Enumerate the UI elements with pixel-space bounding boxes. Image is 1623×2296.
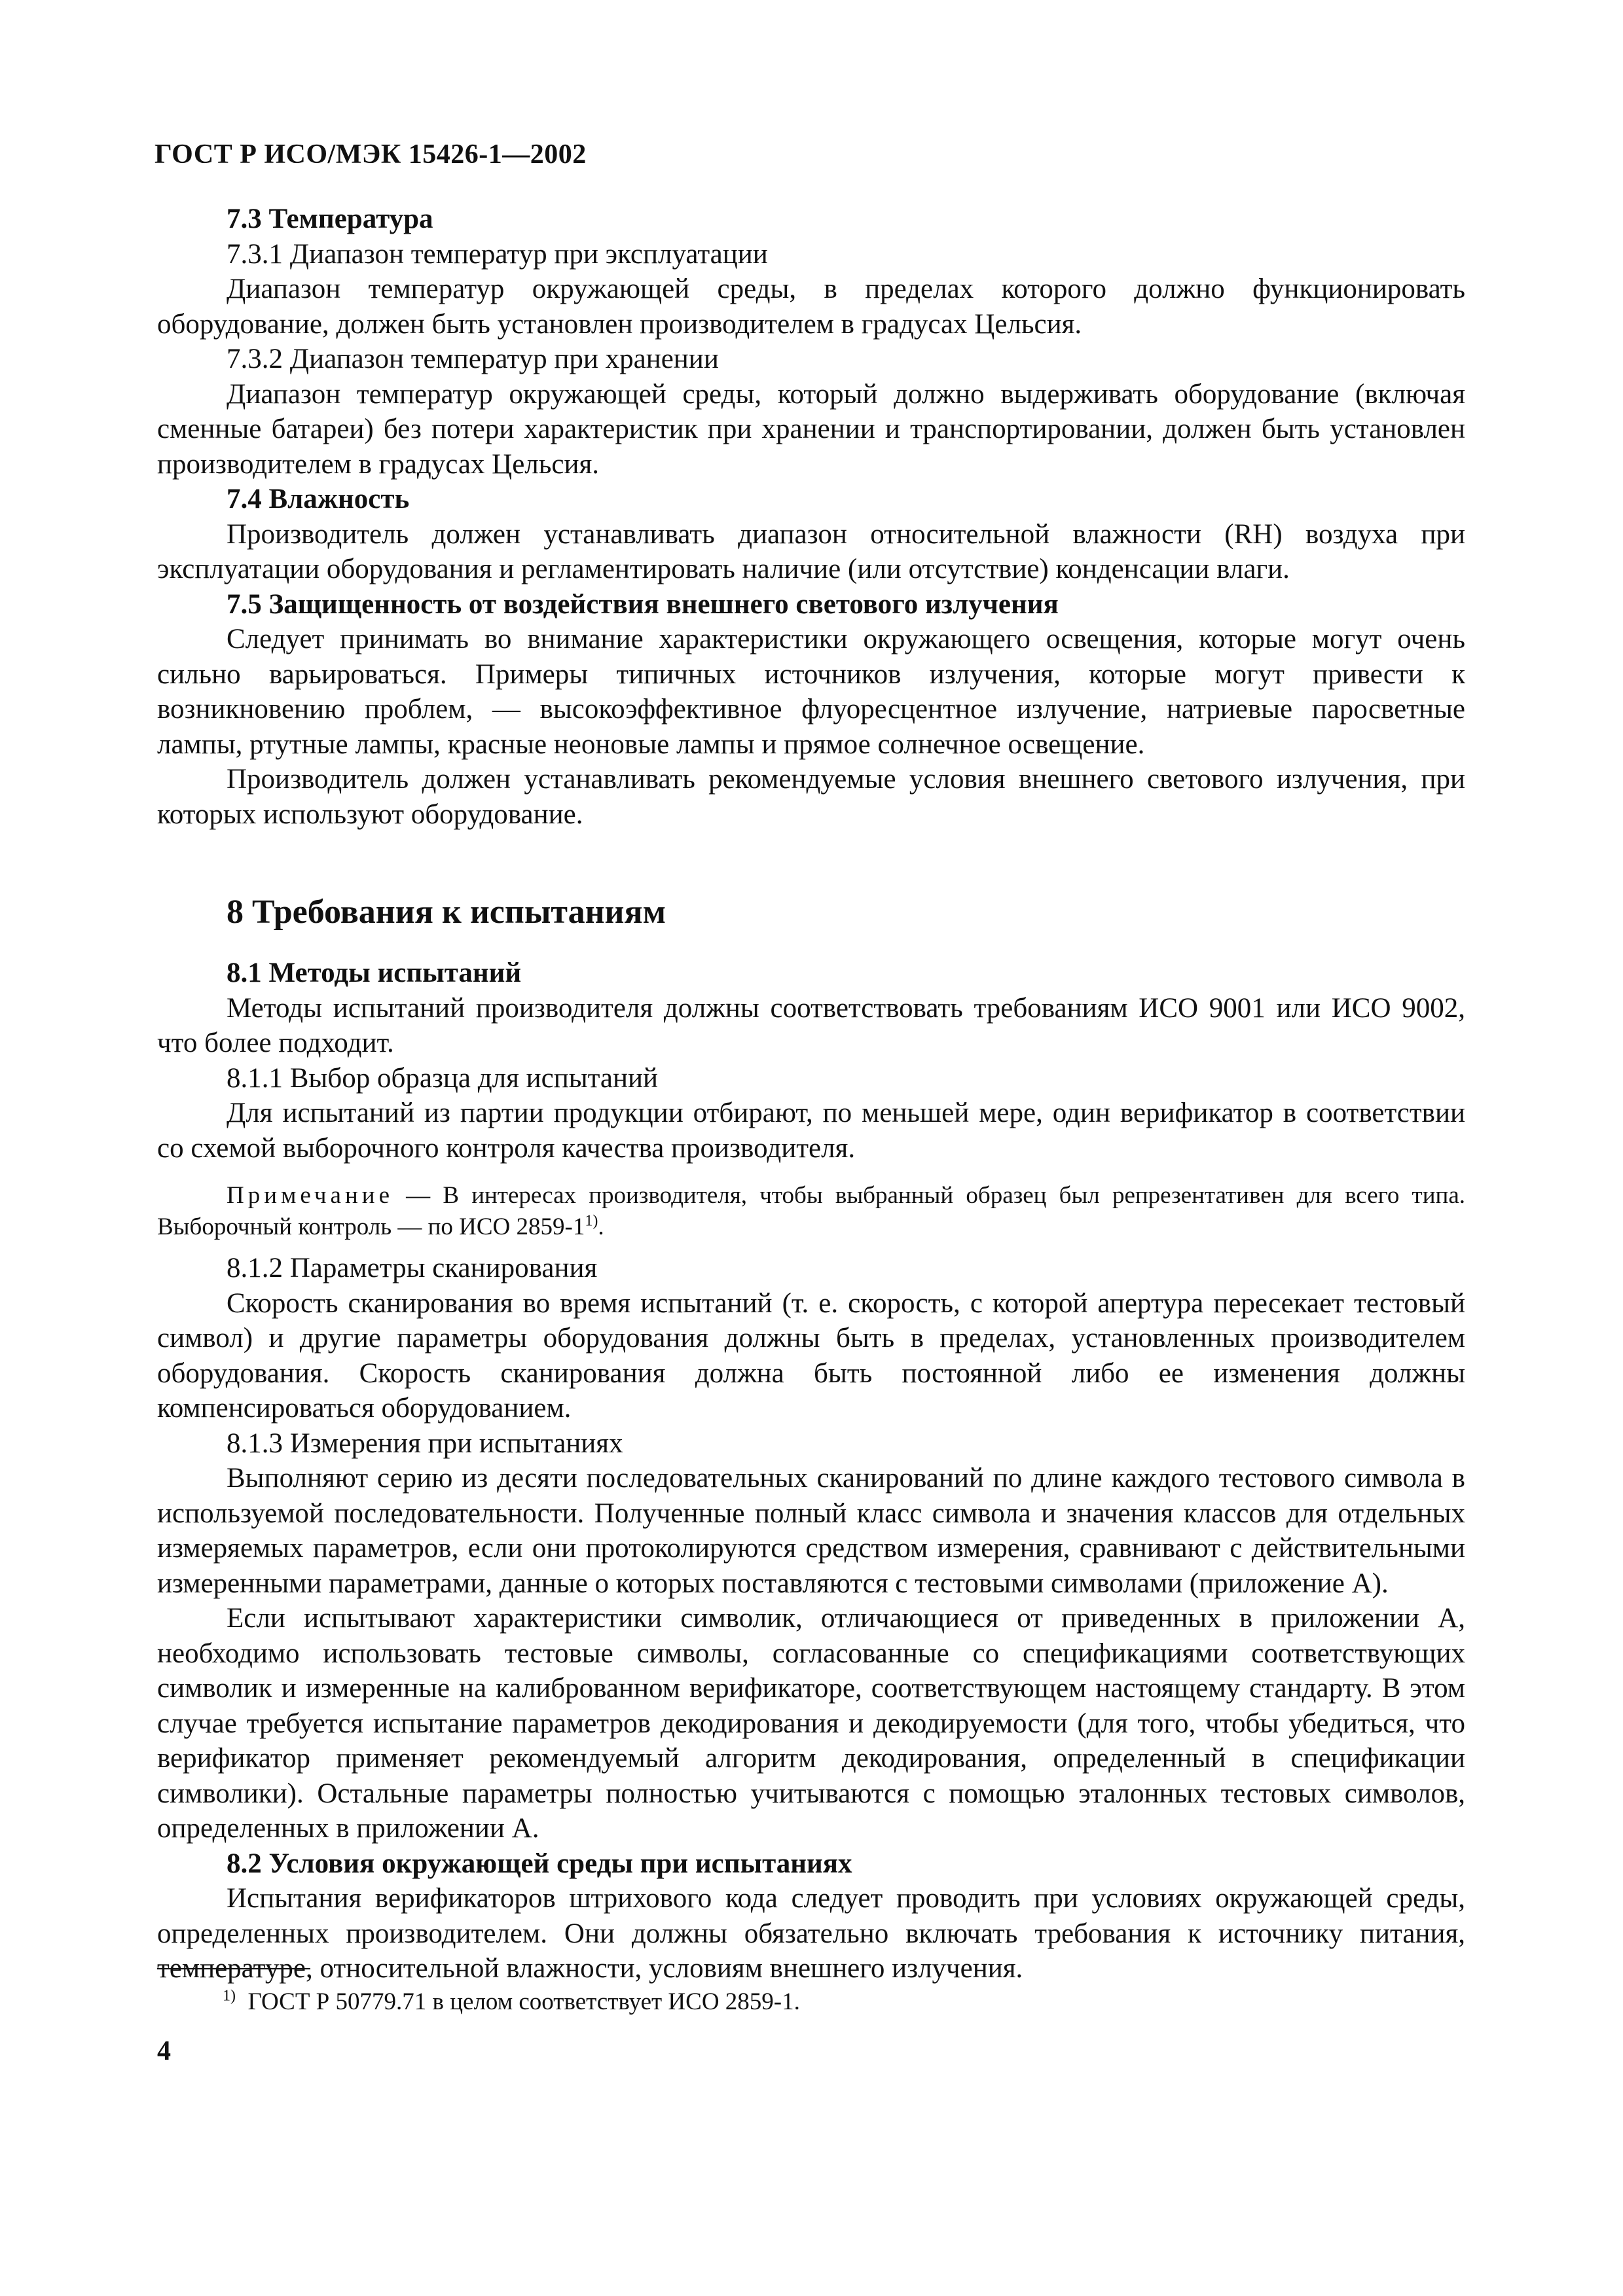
clause-8-1-1-title: 8.1.1 Выбор образца для испытаний bbox=[227, 1062, 659, 1094]
note-8-1-1 bbox=[157, 1180, 1465, 1243]
note-footnote-mark[interactable]: 1) bbox=[585, 1212, 598, 1230]
page-body bbox=[157, 202, 1465, 1986]
footnote-text: ГОСТ Р 50779.71 в целом соответствует ИСО 2859-1. bbox=[247, 1988, 800, 2015]
footnote-separator bbox=[157, 1968, 310, 1969]
paragraph-8-1: Методы испытаний производителя должны соответствовать требованиям ИСО 9001 или ИСО 9002, что более подходит. bbox=[157, 992, 1465, 1058]
page-number: 4 bbox=[157, 2036, 171, 2066]
note-label: Примечание bbox=[227, 1182, 393, 1209]
clause-7-3-2-text: Диапазон температур окружающей среды, который должно выдерживать оборудование (включая сменные батареи) без потери характеристик при хранении и транспортировании, должен быть установлен производителем в градусах Цельсия. bbox=[157, 378, 1465, 480]
clause-7-3-1-text: Диапазон температур окружающей среды, в пределах которого должно функционировать оборудование, должен быть установлен производителем в градусах Цельсия. bbox=[157, 274, 1465, 340]
heading-7-5: 7.5 Защищенность от воздействия внешнего светового излучения bbox=[227, 588, 1059, 620]
heading-7-3: 7.3 Температура bbox=[227, 204, 433, 234]
section-8-heading: 8 Требования к испытаниям bbox=[227, 893, 666, 931]
clause-8-1-2-title: 8.1.2 Параметры сканирования bbox=[227, 1253, 598, 1283]
clause-8-1-3-text-1: Выполняют серию из десяти последовательных сканирований по длине каждого тестового символа в используемой последовательности. Полученные полный класс символа и значения классов для отдельных измеряемых параметров, если они протоколируются средством измерения, сравнивают с действительными измеренными параметрами, данные о которых поставляются с тестовыми символами (приложение А). bbox=[157, 1463, 1465, 1599]
footnote bbox=[223, 1986, 800, 2018]
paragraph-7-5-2: Производитель должен устанавливать рекомендуемые условия внешнего светового излучения, при которых используют оборудование. bbox=[157, 764, 1465, 830]
paragraph-7-4: Производитель должен устанавливать диапазон относительной влажности (RH) воздуха при эксплуатации оборудования и регламентировать наличие (или отсутствие) конденсации влаги. bbox=[157, 518, 1465, 584]
clause-7-3-1-title: 7.3.1 Диапазон температур при эксплуатации bbox=[227, 238, 768, 270]
note-end: . bbox=[598, 1213, 604, 1240]
clause-8-1-1-text: Для испытаний из партии продукции отбирают, по меньшей мере, один верификатор в соответствии со схемой выборочного контроля качества производителя. bbox=[157, 1098, 1465, 1164]
heading-8-1: 8.1 Методы испытаний bbox=[227, 958, 522, 988]
paragraph-7-5-1: Следует принимать во внимание характеристики окружающего освещения, которые могут очень сильно варьироваться. Примеры типичных источников излучения, которые могут привести к возникновению проблем, — высокоэффективное флуоресцентное излучение, натриевые паросветные лампы, ртутные лампы, красные неоновые лампы и прямое солнечное освещение. bbox=[157, 624, 1465, 760]
clause-8-1-3-text-2: Если испытывают характеристики символик, отличающиеся от приведенных в приложении А, необходимо использовать тестовые символы, согласованные со спецификациями соответствующих символик и измеренные на калиброванном верификаторе, соответствующем настоящему стандарту. В этом случае требуется испытание параметров декодирования и декодируемости (для того, чтобы убедиться, что верификатор применяет рекомендуемый алгоритм декодирования, определенный в спецификации символики). Остальные параметры полностью учитываются с помощью эталонных тестовых символов, определенных в приложении А. bbox=[157, 1603, 1465, 1844]
note-text: — В интересах производителя, чтобы выбранный образец был репрезентативен для всего типа. Выборочный контроль — по ИСО 2859-1 bbox=[157, 1182, 1465, 1240]
clause-8-1-2-text: Скорость сканирования во время испытаний (т. е. скорость, с которой апертура пересекает тестовый символ) и другие параметры оборудования должны быть в пределах, установленных производителем оборудования. Скорость сканирования должна быть постоянной либо ее изменения должны компенсироваться оборудованием. bbox=[157, 1287, 1465, 1424]
running-title: ГОСТ Р ИСО/МЭК 15426-1—2002 bbox=[155, 139, 587, 170]
paragraph-8-2: Испытания верификаторов штрихового кода следует проводить при условиях окружающей среды, определенных производителем. Они должны обязательно включать требования к источнику питания, температуре, относительной влажности, условиям внешнего излучения. bbox=[157, 1883, 1465, 1984]
heading-7-4: 7.4 Влажность bbox=[227, 484, 410, 514]
clause-7-3-2-title: 7.3.2 Диапазон температур при хранении bbox=[227, 344, 719, 374]
footnote-mark: 1) bbox=[223, 1987, 236, 2005]
clause-8-1-3-title: 8.1.3 Измерения при испытаниях bbox=[227, 1427, 623, 1459]
heading-8-2: 8.2 Условия окружающей среды при испытаниях bbox=[227, 1848, 852, 1879]
